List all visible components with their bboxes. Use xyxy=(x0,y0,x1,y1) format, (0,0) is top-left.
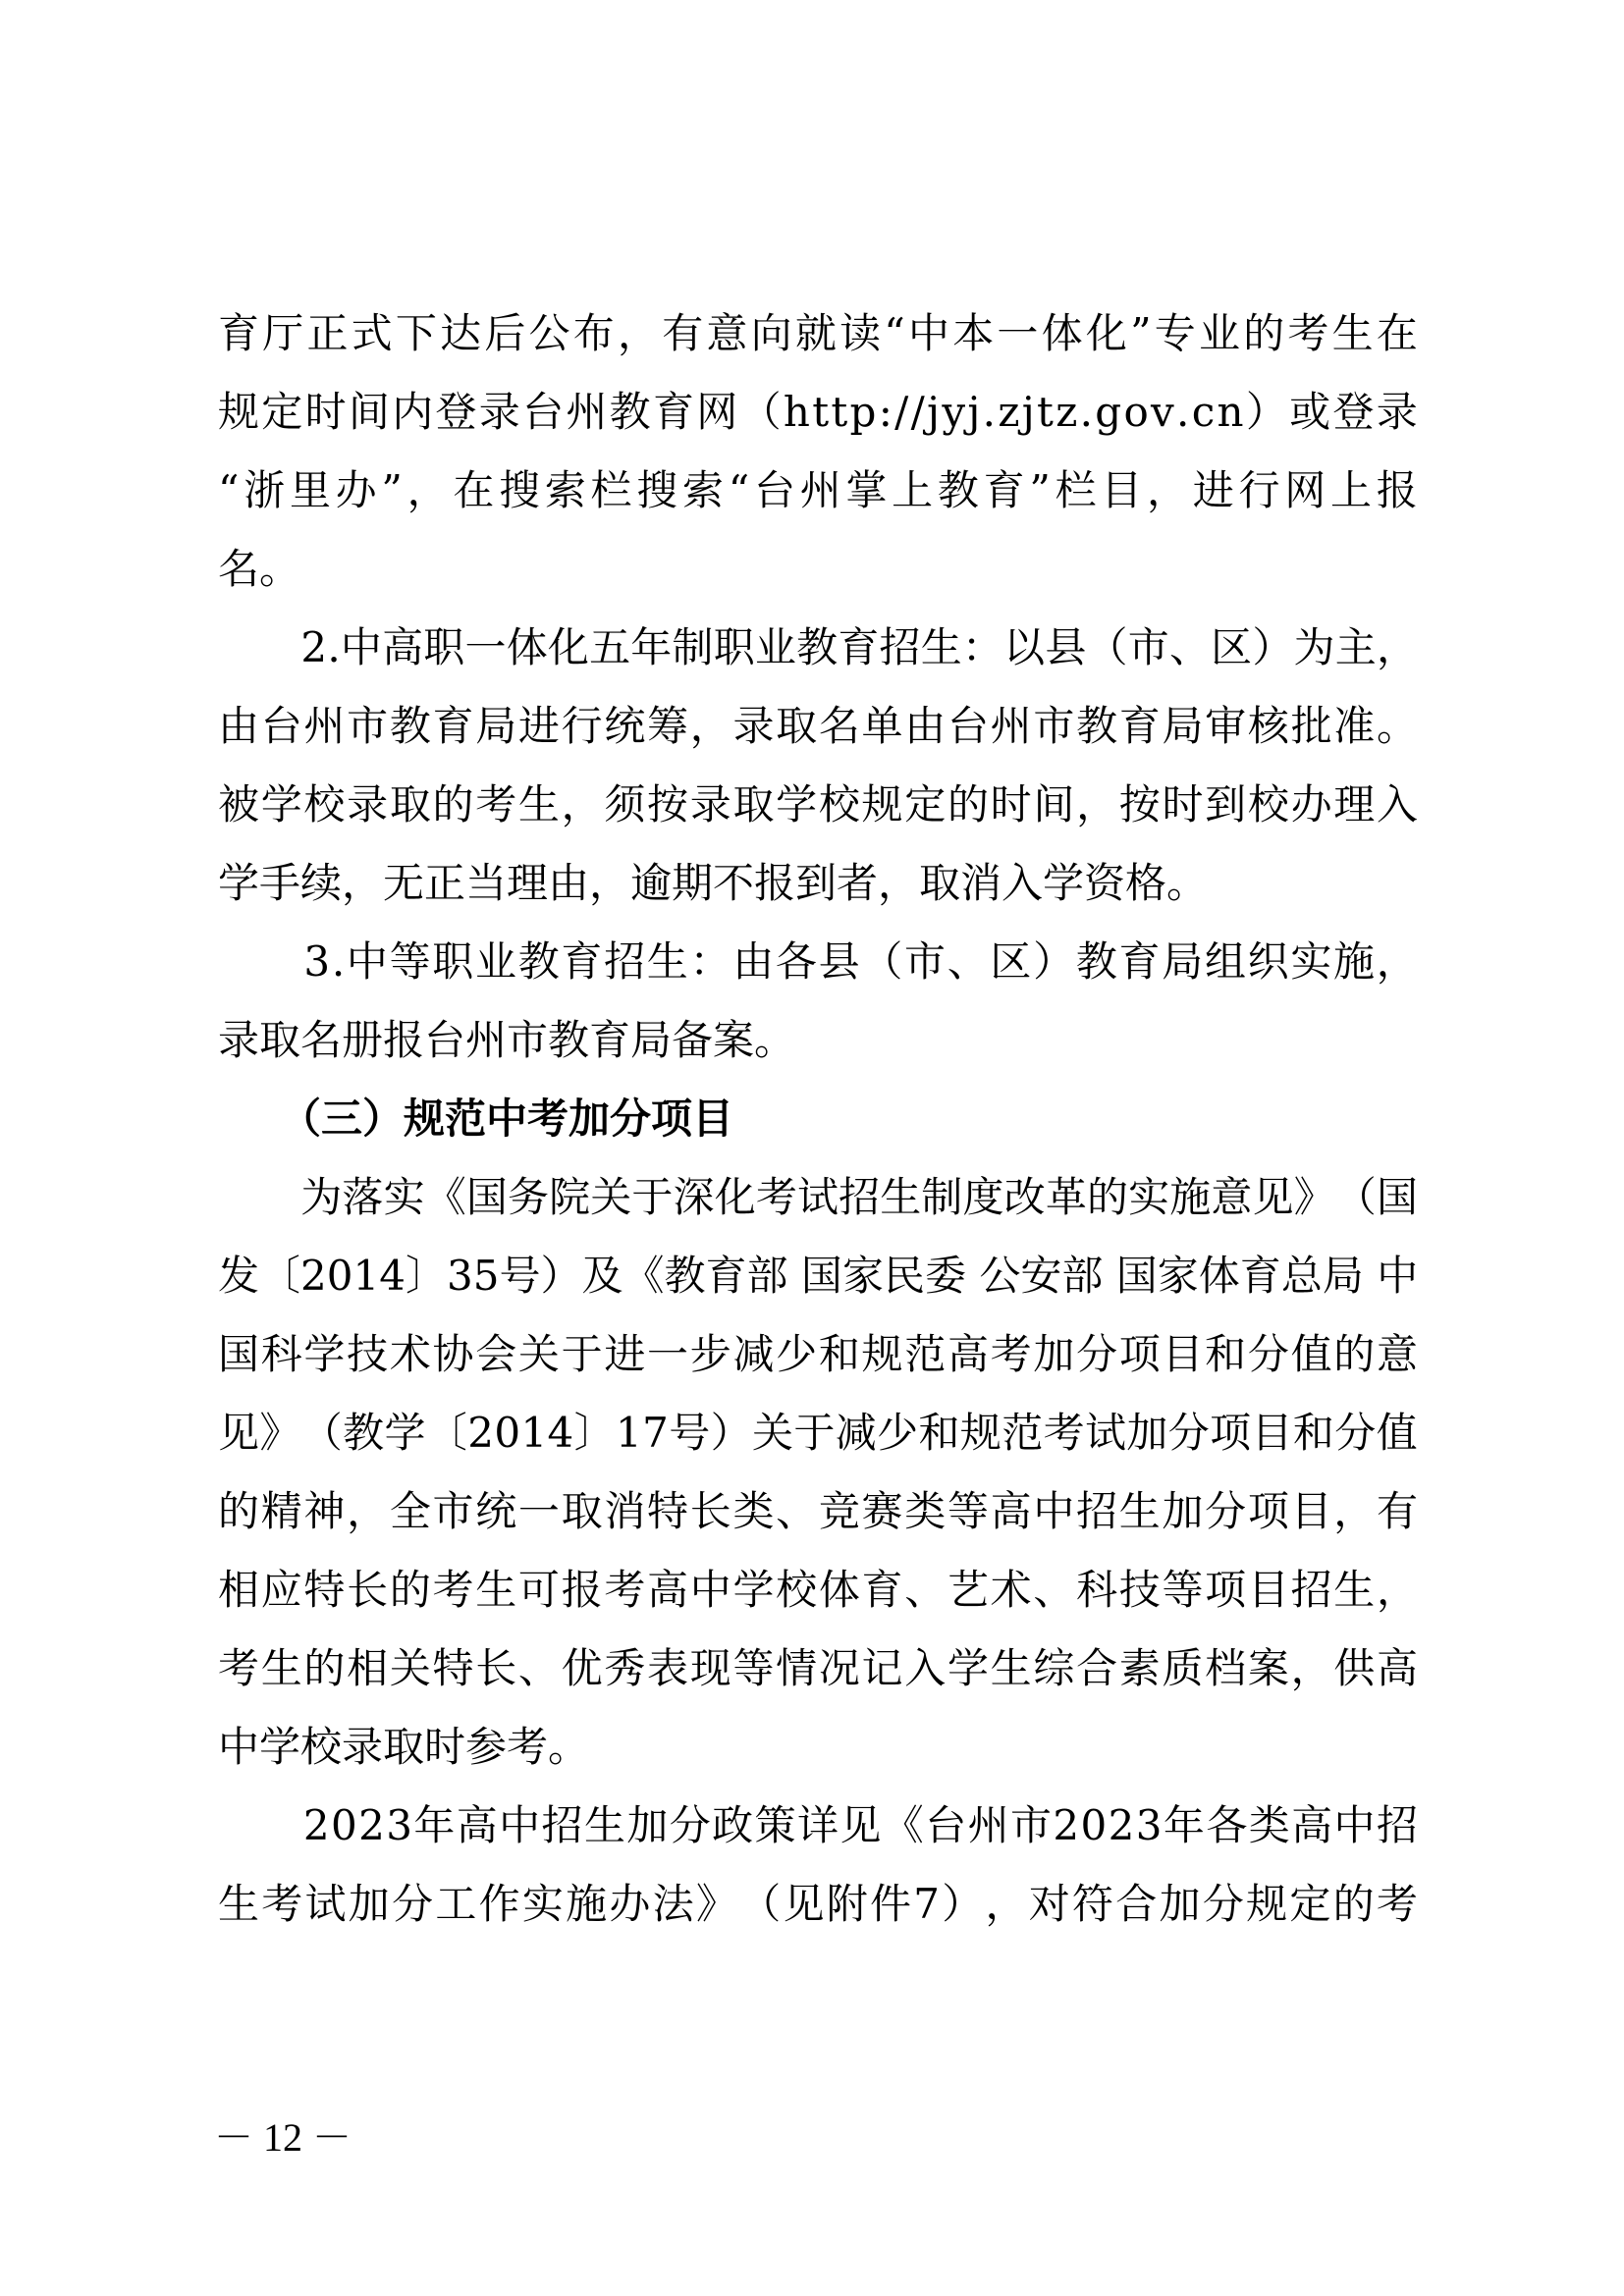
text-line-15: 见 》 （ 教 学 〔 2 0 1 4 〕 1 7 号 ） 关 于 减 少 和 规 范 考 试 加 分 项 目 和 分 值 xyxy=(218,1409,1418,1457)
text-line-4: 名。 xyxy=(218,545,301,593)
text-line-5: 2 . 中 高 职 一 体 化 五 年 制 职 业 教 育 招 生 ： 以 县 （ 市 、 区 ） 为 主 ， xyxy=(300,623,1418,671)
text-line-2: 规 定 时 间 内 登 录 台 州 教 育 网 （ h t t p : / / j y j . z j t z . g o v . c n ） 或 登 录 xyxy=(218,388,1418,436)
text-line-19: 中学校录取时参考。 xyxy=(218,1723,590,1771)
section-heading: （三）规范中考加分项目 xyxy=(218,1095,734,1143)
text-line-9: 3 . 中 等 职 业 教 育 招 生 ： 由 各 县 （ 市 、 区 ） 教 育 局 组 织 实 施 ， xyxy=(303,937,1418,986)
text-line-7: 被 学 校 录 取 的 考 生 ， 须 按 录 取 学 校 规 定 的 时 间 ， 按 时 到 校 办 理 入 xyxy=(218,780,1418,828)
text-line-8: 学手续，无正当理由，逾期不报到者，取消入学资格。 xyxy=(218,859,1209,907)
text-line-12: 为 落 实 《 国 务 院 关 于 深 化 考 试 招 生 制 度 改 革 的 实 施 意 见 》 （ 国 xyxy=(300,1173,1418,1221)
text-line-13: 发 〔 2 0 1 4 〕 3 5 号 ） 及 《 教 育 部 国 家 民 委 公 安 部 国 家 体 育 总 局 中 xyxy=(218,1252,1419,1300)
text-line-1: 育 厅 正 式 下 达 后 公 布 ， 有 意 向 就 读 “ 中 本 一 体 化 ” 专 业 的 考 生 在 xyxy=(218,309,1418,357)
text-line-3: “ 浙 里 办 ” ， 在 搜 索 栏 搜 索 “ 台 州 掌 上 教 育 ” 栏 目 ， 进 行 网 上 报 xyxy=(218,466,1418,514)
text-line-20: 2 0 2 3 年 高 中 招 生 加 分 政 策 详 见 《 台 州 市 2 0 2 3 年 各 类 高 中 招 xyxy=(302,1801,1418,1849)
text-line-6: 由 台 州 市 教 育 局 进 行 统 筹 ， 录 取 名 单 由 台 州 市 教 育 局 审 核 批 准 。 xyxy=(218,702,1418,750)
page-number: － 12 － xyxy=(214,2115,352,2160)
text-line-18: 考 生 的 相 关 特 长 、 优 秀 表 现 等 情 况 记 入 学 生 综 合 素 质 档 案 ， 供 高 xyxy=(218,1644,1418,1692)
text-line-16: 的 精 神 ， 全 市 统 一 取 消 特 长 类 、 竞 赛 类 等 高 中 招 生 加 分 项 目 ， 有 xyxy=(218,1487,1418,1535)
text-line-10: 录取名册报台州市教育局备案。 xyxy=(218,1016,796,1064)
text-line-14: 国 科 学 技 术 协 会 关 于 进 一 步 减 少 和 规 范 高 考 加 分 项 目 和 分 值 的 意 xyxy=(218,1330,1418,1378)
text-line-17: 相 应 特 长 的 考 生 可 报 考 高 中 学 校 体 育 、 艺 术 、 科 技 等 项 目 招 生 ， xyxy=(218,1566,1418,1614)
text-line-21: 生 考 试 加 分 工 作 实 施 办 法 》 （ 见 附 件 7 ） ， 对 符 合 加 分 规 定 的 考 xyxy=(218,1880,1418,1928)
